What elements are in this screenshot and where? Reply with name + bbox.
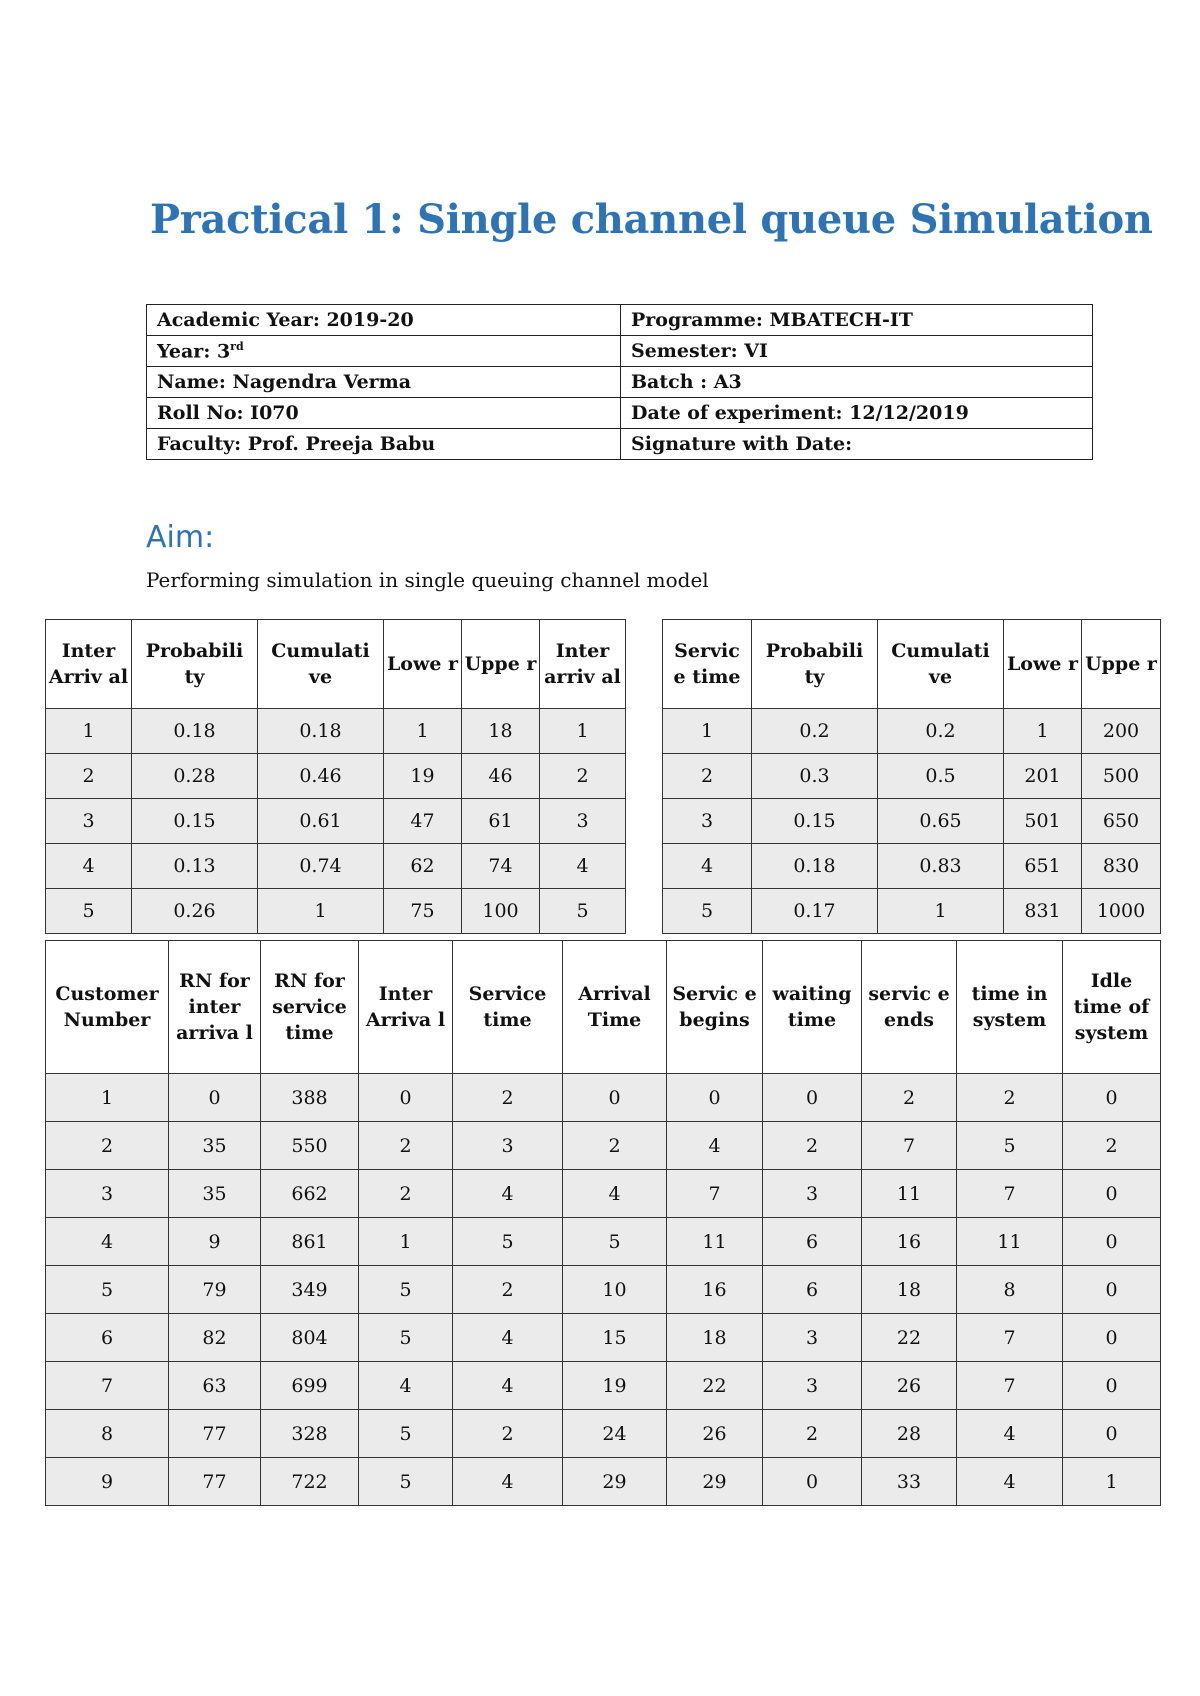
table-cell: 1 xyxy=(663,709,752,754)
table-cell: 2 xyxy=(1063,1122,1161,1170)
column-header: Inter arriv al xyxy=(540,620,626,709)
table-cell: 0.2 xyxy=(878,709,1004,754)
table-cell: 1 xyxy=(359,1218,453,1266)
info-row xyxy=(147,367,1093,398)
table-cell: 0 xyxy=(1063,1314,1161,1362)
simulation-table xyxy=(45,940,1161,1506)
batch: Batch : A3 xyxy=(621,367,1093,398)
table-cell: 0.26 xyxy=(132,889,258,934)
page-title: Practical 1: Single channel queue Simulation xyxy=(150,196,1153,243)
table-cell: 6 xyxy=(46,1314,169,1362)
table-cell: 1 xyxy=(384,709,462,754)
table-cell: 0 xyxy=(763,1458,862,1506)
table-row xyxy=(46,1314,1161,1362)
table-cell: 0 xyxy=(1063,1410,1161,1458)
table-cell: 19 xyxy=(384,754,462,799)
table-cell: 61 xyxy=(462,799,540,844)
table-cell: 62 xyxy=(384,844,462,889)
table-cell: 722 xyxy=(261,1458,359,1506)
info-row xyxy=(147,336,1093,367)
table-cell: 1 xyxy=(46,709,132,754)
table-cell: 4 xyxy=(957,1458,1063,1506)
table-row xyxy=(663,844,1161,889)
table-row xyxy=(46,1170,1161,1218)
table-cell: 662 xyxy=(261,1170,359,1218)
table-cell: 0 xyxy=(1063,1266,1161,1314)
column-header: Servic e begins xyxy=(667,941,763,1074)
table-cell: 3 xyxy=(763,1314,862,1362)
programme: Programme: MBATECH-IT xyxy=(621,305,1093,336)
roll-no: Roll No: I070 xyxy=(147,398,621,429)
table-cell: 11 xyxy=(667,1218,763,1266)
table-cell: 46 xyxy=(462,754,540,799)
table-cell: 2 xyxy=(453,1074,563,1122)
table-cell: 0.74 xyxy=(258,844,384,889)
table-row xyxy=(46,1362,1161,1410)
column-header: Customer Number xyxy=(46,941,169,1074)
table-cell: 7 xyxy=(957,1362,1063,1410)
table-cell: 5 xyxy=(957,1122,1063,1170)
table-cell: 1 xyxy=(540,709,626,754)
table-cell: 4 xyxy=(46,844,132,889)
table-cell: 9 xyxy=(169,1218,261,1266)
aim-text: Performing simulation in single queuing channel model xyxy=(146,568,709,592)
info-row xyxy=(147,305,1093,336)
table-cell: 18 xyxy=(862,1266,957,1314)
table-cell: 861 xyxy=(261,1218,359,1266)
table-row xyxy=(46,1218,1161,1266)
service-time-table xyxy=(662,619,1161,934)
table-cell: 3 xyxy=(540,799,626,844)
table-cell: 28 xyxy=(862,1410,957,1458)
table-cell: 22 xyxy=(862,1314,957,1362)
table-cell: 200 xyxy=(1082,709,1161,754)
column-header: Uppe r xyxy=(462,620,540,709)
table-cell: 0 xyxy=(1063,1218,1161,1266)
table-cell: 0.15 xyxy=(132,799,258,844)
year xyxy=(147,336,621,367)
column-header: Cumulati ve xyxy=(878,620,1004,709)
table-cell: 7 xyxy=(957,1170,1063,1218)
table-cell: 2 xyxy=(453,1410,563,1458)
table-row xyxy=(46,889,626,934)
inter-arrival-table xyxy=(45,619,626,934)
table-cell: 35 xyxy=(169,1170,261,1218)
table-cell: 550 xyxy=(261,1122,359,1170)
table-cell: 0 xyxy=(169,1074,261,1122)
column-header: Probabili ty xyxy=(132,620,258,709)
table-cell: 4 xyxy=(540,844,626,889)
table-cell: 2 xyxy=(957,1074,1063,1122)
table-cell: 35 xyxy=(169,1122,261,1170)
table-cell: 8 xyxy=(46,1410,169,1458)
signature-field: Signature with Date: xyxy=(621,429,1093,460)
header-row xyxy=(46,620,626,709)
table-cell: 2 xyxy=(563,1122,667,1170)
table-cell: 1 xyxy=(46,1074,169,1122)
table-cell: 11 xyxy=(957,1218,1063,1266)
table-cell: 830 xyxy=(1082,844,1161,889)
table-cell: 7 xyxy=(46,1362,169,1410)
table-row xyxy=(46,1266,1161,1314)
table-cell: 79 xyxy=(169,1266,261,1314)
table-cell: 2 xyxy=(540,754,626,799)
student-name: Name: Nagendra Verma xyxy=(147,367,621,398)
table-cell: 4 xyxy=(453,1362,563,1410)
table-cell: 5 xyxy=(359,1458,453,1506)
table-cell: 3 xyxy=(453,1122,563,1170)
table-cell: 18 xyxy=(462,709,540,754)
table-cell: 15 xyxy=(563,1314,667,1362)
year-label: Year: 3 xyxy=(157,340,231,363)
table-cell: 2 xyxy=(359,1170,453,1218)
table-cell: 0 xyxy=(1063,1362,1161,1410)
column-header: Service time xyxy=(453,941,563,1074)
table-cell: 26 xyxy=(862,1362,957,1410)
table-cell: 16 xyxy=(667,1266,763,1314)
table-cell: 4 xyxy=(957,1410,1063,1458)
table-cell: 0.13 xyxy=(132,844,258,889)
table-cell: 1000 xyxy=(1082,889,1161,934)
table-cell: 47 xyxy=(384,799,462,844)
table-row xyxy=(46,1410,1161,1458)
table-cell: 2 xyxy=(763,1122,862,1170)
column-header: Servic e time xyxy=(663,620,752,709)
table-cell: 1 xyxy=(258,889,384,934)
table-cell: 8 xyxy=(957,1266,1063,1314)
table-cell: 3 xyxy=(763,1170,862,1218)
table-row xyxy=(663,889,1161,934)
table-row xyxy=(46,844,626,889)
table-row xyxy=(46,1122,1161,1170)
table-cell: 6 xyxy=(763,1266,862,1314)
table-cell: 4 xyxy=(563,1170,667,1218)
table-cell: 5 xyxy=(663,889,752,934)
table-cell: 24 xyxy=(563,1410,667,1458)
table-cell: 0.65 xyxy=(878,799,1004,844)
table-cell: 2 xyxy=(453,1266,563,1314)
table-cell: 0.15 xyxy=(752,799,878,844)
table-cell: 5 xyxy=(359,1314,453,1362)
table-cell: 29 xyxy=(667,1458,763,1506)
table-cell: 29 xyxy=(563,1458,667,1506)
table-cell: 1 xyxy=(878,889,1004,934)
table-cell: 5 xyxy=(359,1266,453,1314)
table-cell: 0.5 xyxy=(878,754,1004,799)
column-header: Probabili ty xyxy=(752,620,878,709)
column-header: Uppe r xyxy=(1082,620,1161,709)
table-cell: 74 xyxy=(462,844,540,889)
table-cell: 5 xyxy=(540,889,626,934)
column-header: Idle time of system xyxy=(1063,941,1161,1074)
table-cell: 0 xyxy=(763,1074,862,1122)
table-cell: 7 xyxy=(862,1122,957,1170)
column-header: Inter Arriv al xyxy=(46,620,132,709)
table-cell: 2 xyxy=(663,754,752,799)
experiment-date: Date of experiment: 12/12/2019 xyxy=(621,398,1093,429)
table-cell: 16 xyxy=(862,1218,957,1266)
column-header: waiting time xyxy=(763,941,862,1074)
table-cell: 328 xyxy=(261,1410,359,1458)
table-cell: 5 xyxy=(563,1218,667,1266)
column-header: servic e ends xyxy=(862,941,957,1074)
table-row xyxy=(663,754,1161,799)
table-row xyxy=(663,799,1161,844)
table-cell: 3 xyxy=(763,1362,862,1410)
table-cell: 501 xyxy=(1004,799,1082,844)
table-cell: 0.18 xyxy=(752,844,878,889)
table-cell: 4 xyxy=(453,1314,563,1362)
table-cell: 3 xyxy=(46,799,132,844)
table-cell: 349 xyxy=(261,1266,359,1314)
table-cell: 5 xyxy=(453,1218,563,1266)
info-row xyxy=(147,429,1093,460)
table-cell: 4 xyxy=(667,1122,763,1170)
table-cell: 22 xyxy=(667,1362,763,1410)
table-cell: 19 xyxy=(563,1362,667,1410)
info-row xyxy=(147,398,1093,429)
table-row xyxy=(46,754,626,799)
table-cell: 0 xyxy=(667,1074,763,1122)
table-cell: 500 xyxy=(1082,754,1161,799)
table-cell: 0.61 xyxy=(258,799,384,844)
table-row xyxy=(46,1074,1161,1122)
table-cell: 4 xyxy=(663,844,752,889)
column-header: Inter Arriva l xyxy=(359,941,453,1074)
table-cell: 4 xyxy=(359,1362,453,1410)
table-cell: 3 xyxy=(46,1170,169,1218)
table-cell: 11 xyxy=(862,1170,957,1218)
table-cell: 2 xyxy=(763,1410,862,1458)
table-cell: 5 xyxy=(46,1266,169,1314)
table-cell: 9 xyxy=(46,1458,169,1506)
table-row xyxy=(46,1458,1161,1506)
table-cell: 100 xyxy=(462,889,540,934)
table-cell: 0 xyxy=(563,1074,667,1122)
table-cell: 0.83 xyxy=(878,844,1004,889)
header-row xyxy=(663,620,1161,709)
table-cell: 1 xyxy=(1004,709,1082,754)
table-cell: 0.2 xyxy=(752,709,878,754)
table-cell: 3 xyxy=(663,799,752,844)
column-header: time in system xyxy=(957,941,1063,1074)
table-cell: 26 xyxy=(667,1410,763,1458)
table-cell: 0 xyxy=(359,1074,453,1122)
table-cell: 0.46 xyxy=(258,754,384,799)
table-cell: 0.17 xyxy=(752,889,878,934)
table-cell: 5 xyxy=(359,1410,453,1458)
table-cell: 699 xyxy=(261,1362,359,1410)
table-cell: 10 xyxy=(563,1266,667,1314)
table-cell: 63 xyxy=(169,1362,261,1410)
table-cell: 6 xyxy=(763,1218,862,1266)
column-header: Arrival Time xyxy=(563,941,667,1074)
academic-year: Academic Year: 2019-20 xyxy=(147,305,621,336)
table-cell: 0.18 xyxy=(132,709,258,754)
column-header: Lowe r xyxy=(384,620,462,709)
table-cell: 4 xyxy=(453,1170,563,1218)
table-cell: 33 xyxy=(862,1458,957,1506)
table-cell: 75 xyxy=(384,889,462,934)
table-cell: 77 xyxy=(169,1458,261,1506)
table-cell: 388 xyxy=(261,1074,359,1122)
year-superscript: rd xyxy=(230,339,244,353)
column-header: Cumulati ve xyxy=(258,620,384,709)
table-cell: 2 xyxy=(46,1122,169,1170)
table-cell: 5 xyxy=(46,889,132,934)
table-cell: 77 xyxy=(169,1410,261,1458)
table-cell: 201 xyxy=(1004,754,1082,799)
table-cell: 7 xyxy=(957,1314,1063,1362)
column-header: RN for service time xyxy=(261,941,359,1074)
table-cell: 2 xyxy=(862,1074,957,1122)
table-cell: 0 xyxy=(1063,1074,1161,1122)
table-cell: 0.28 xyxy=(132,754,258,799)
table-cell: 2 xyxy=(359,1122,453,1170)
table-cell: 650 xyxy=(1082,799,1161,844)
table-cell: 0.18 xyxy=(258,709,384,754)
table-row xyxy=(46,799,626,844)
column-header: Lowe r xyxy=(1004,620,1082,709)
table-cell: 0.3 xyxy=(752,754,878,799)
table-cell: 2 xyxy=(46,754,132,799)
table-row xyxy=(46,709,626,754)
header-row xyxy=(46,941,1161,1074)
table-cell: 18 xyxy=(667,1314,763,1362)
column-header: RN for inter arriva l xyxy=(169,941,261,1074)
table-cell: 804 xyxy=(261,1314,359,1362)
table-cell: 4 xyxy=(453,1458,563,1506)
table-cell: 7 xyxy=(667,1170,763,1218)
semester: Semester: VI xyxy=(621,336,1093,367)
table-cell: 651 xyxy=(1004,844,1082,889)
table-cell: 82 xyxy=(169,1314,261,1362)
table-cell: 831 xyxy=(1004,889,1082,934)
faculty: Faculty: Prof. Preeja Babu xyxy=(147,429,621,460)
table-cell: 4 xyxy=(46,1218,169,1266)
table-cell: 1 xyxy=(1063,1458,1161,1506)
aim-heading: Aim: xyxy=(146,520,215,555)
table-row xyxy=(663,709,1161,754)
student-info-table xyxy=(146,304,1093,460)
table-cell: 0 xyxy=(1063,1170,1161,1218)
